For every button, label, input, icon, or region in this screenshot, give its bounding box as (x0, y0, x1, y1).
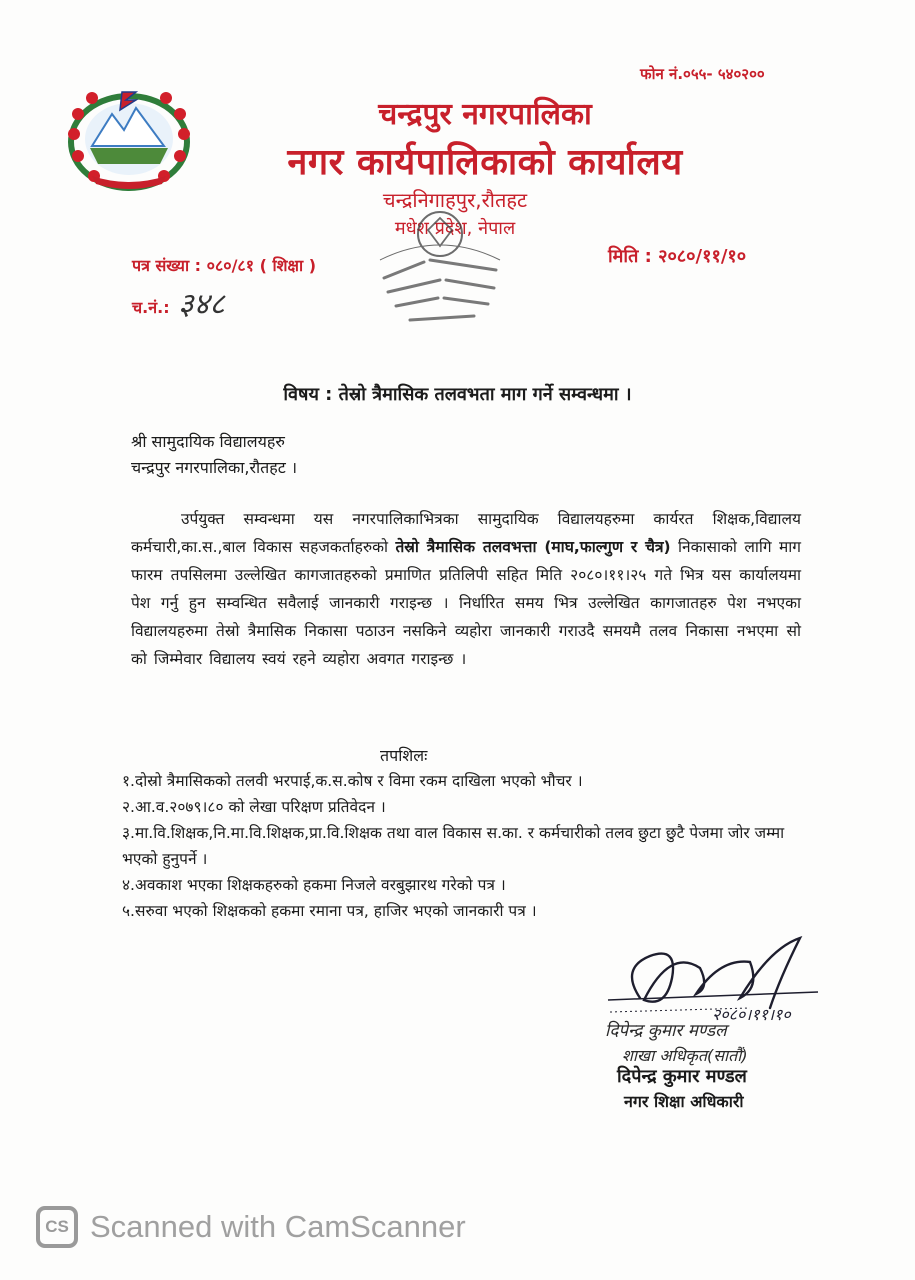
watermark-text: Scanned with CamScanner (90, 1209, 466, 1244)
annex-title: तपशिलः (380, 746, 428, 765)
letter-subject: विषय : तेस्रो त्रैमासिक तलवभता माग गर्ने सम्वन्धमा । (283, 384, 632, 405)
address-line-1: चन्द्रनिगाहपुर,रौतहट (382, 188, 528, 212)
letter-body (131, 505, 801, 673)
letter-date: मिति : २०८०/११/१० (608, 246, 747, 267)
reference-number: पत्र संख्या : ०८०/८१ ( शिक्षा ) (132, 256, 317, 275)
camscanner-logo-icon: CS (36, 1206, 78, 1248)
addressee-line-2: चन्द्रपुर नगरपालिका,रौतहट । (131, 458, 298, 477)
annex-list (122, 768, 802, 924)
list-item: ५.सरुवा भएको शिक्षकको हकमा रमाना पत्र, हाजिर भएको जानकारी पत्र । (122, 902, 537, 920)
list-item: १.दोस्रो त्रैमासिकको तलवी भरपाई,क.स.कोष र विमा रकम दाखिला भएको भौचर । (122, 772, 583, 790)
body-text-part-2: निकासाको लागि माग फारम तपसिलमा उल्लेखित कागजातहरुको प्रमाणित प्रतिलिपी सहित मिति २०८०।११।२५ गते भित्र यस कार्यालयमा पेश गर्नु हुन सम्वन्धित सवैलाई जानकारी गराइन्छ । निर्धारित समय भित्र उल्लेखित कागजातहरु पेश नभएका विद्यालयहरुमा तेस्रो त्रैमासिक निकासा पठाउन नसकिने व्यहोरा जानकारी गराउदै समयमै तलव निकासा नभएमा सो को जिम्मेवार विद्यालय स्वयं रहने व्यहोरा अवगत गराइन्छ । (131, 538, 801, 668)
camscanner-watermark (36, 1205, 466, 1249)
list-item: ४.अवकाश भएका शिक्षकहरुको हकमा निजले वरबुझारथ गरेको पत्र । (122, 876, 506, 894)
signature-date: २०८०।११।१० (712, 1005, 791, 1024)
handwritten-signature (600, 928, 830, 1028)
dispatch-number-handwritten: ३४८ (178, 287, 225, 322)
office-seal-stamp (370, 200, 510, 330)
signatory-name-handwritten: दिपेन्द्र कुमार मण्डल (605, 1021, 727, 1041)
body-text-part-1: उर्पयुक्त सम्वन्धमा यस नगरपालिकाभित्रका सामुदायिक विद्यालयहरुमा कार्यरत शिक्षक,विद्यालय कर्मचारी,का.स.,बाल विकास सहजकर्ताहरुको (131, 510, 801, 556)
municipality-name: चन्द्रपुर नगरपालिका (378, 97, 592, 132)
address-line-2: मधेश प्रदेश, नेपाल (394, 218, 516, 239)
signatory-title: नगर शिक्षा अधिकारी (624, 1092, 744, 1111)
phone-number: फोन नं.०५५- ५४०२०० (640, 65, 765, 83)
nepal-emblem-icon (64, 84, 194, 194)
office-name: नगर कार्यपालिकाको कार्यालय (287, 142, 683, 183)
dispatch-number-label: च.नं.: (132, 298, 170, 317)
signatory-name: दिपेन्द्र कुमार मण्डल (617, 1066, 747, 1087)
body-text-bold: तेस्रो त्रैमासिक तलवभत्ता (माघ,फाल्गुण र चैत्र) (395, 538, 671, 556)
list-item: ३.मा.वि.शिक्षक,नि.मा.वि.शिक्षक,प्रा.वि.शिक्षक तथा वाल विकास स.का. र कर्मचारीको तलव छुटा छुटै पेजमा जोर जम्मा भएको हुनुपर्ने । (122, 824, 785, 868)
list-item: २.आ.व.२०७९।८० को लेखा परिक्षण प्रतिवेदन । (122, 798, 386, 816)
signatory-title-handwritten: शाखा अधिकृत(सातौं) (622, 1046, 748, 1065)
addressee-line-1: श्री सामुदायिक विद्यालयहरु (131, 432, 285, 451)
